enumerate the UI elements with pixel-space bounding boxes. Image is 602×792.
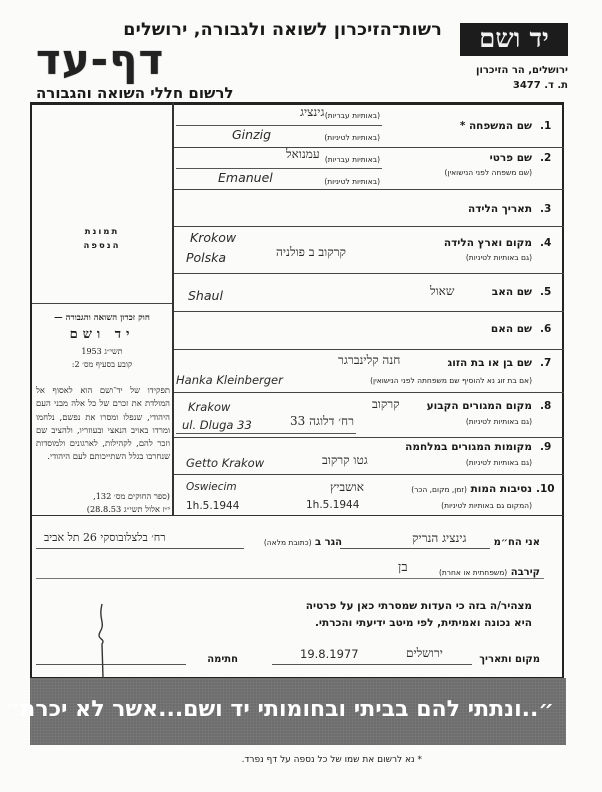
field-7-number: .7 [540, 357, 552, 369]
row-divider [174, 273, 564, 274]
field-4-sublabel: (גם באותיות לטיניות) [465, 253, 532, 262]
witness-line [340, 548, 490, 549]
field-2-sublabel: (שם משפחה לפני הנישואין) [444, 168, 532, 177]
law-title: חוק זכרון השואה והגבורה — [54, 313, 150, 323]
law-section: קובע בסעיף מס׳ 2: [71, 360, 133, 369]
law-body: תפקידו של יד־ושם הוא לאסוף אל המולדת את זכרם של כל אלה מבני העם היהודי, שנפלו ומסרו את נפשם, נלחמו ומרדו באויב הנאצי ובעוזריו, ולהציב שם וזכר להם, לקהילות, לארגונים ולמוסדות שנחרבו בגלל השתייכותם לעם היהודי. [36, 385, 170, 462]
field-8-value-latin-2[interactable]: ul. Dluga 33 [182, 418, 252, 432]
residing-label-text: הגר ב [315, 537, 342, 548]
row-divider [174, 189, 564, 190]
field-8-line [176, 433, 356, 434]
law-ref-line-1: (ספר החוקים מס׳ 132, [93, 491, 170, 501]
field-1-number: .1 [540, 120, 552, 132]
photo-label-2: הנספה [83, 241, 121, 251]
field-9-sublabel: (גם באותיות לטיניות) [465, 458, 532, 467]
residing-line [36, 548, 244, 549]
form-subtitle: לרשום חללי השואה והגבורה [36, 84, 234, 102]
row-divider [174, 226, 564, 227]
section-divider [32, 515, 564, 516]
statement-line-1: מצהיר/ה בזה כי העדות שמסרתי כאן על פרטיה [305, 600, 532, 612]
field-8-value-latin-1[interactable]: Krakow [188, 400, 231, 414]
law-name: יד ושם [69, 327, 135, 342]
law-ref-line-2: י״ז אלול תשי״ג 28.8.53) [86, 504, 170, 514]
field-2-hint-latin: (באותיות לטיניות) [324, 177, 380, 186]
photo-placeholder[interactable] [32, 225, 172, 253]
field-10-value-latin-2[interactable]: 1h.5.1944 [186, 500, 240, 512]
relation-note: (משפחתית או אחרת) [438, 568, 508, 577]
field-5-label: שם האב [491, 286, 532, 298]
column-divider [172, 102, 174, 515]
form-title: דף-עד [36, 35, 165, 84]
date-value[interactable]: 19.8.1977 [300, 647, 359, 661]
field-3-number: .3 [540, 203, 552, 215]
relation-value[interactable]: בן [398, 560, 408, 575]
field-7-value-hebrew[interactable]: חנה קלינברגר [338, 353, 401, 367]
signature-label: חתימה [207, 654, 238, 665]
yad-vashem-logo: יד ושם [460, 23, 568, 56]
banner-quote [0, 697, 554, 722]
field-6-number: .6 [540, 323, 552, 335]
photo-label-1: תמונת [84, 227, 120, 237]
address-continuation-line [36, 578, 544, 579]
field-4-value-latin-1[interactable]: Krokow [190, 230, 237, 245]
field-8-number: .8 [540, 400, 552, 412]
law-header [36, 312, 168, 371]
field-2-hint-hebrew: (באותיות עבריות) [324, 155, 380, 164]
field-10-value-hebrew-2[interactable]: 1h.5.1944 [306, 499, 360, 511]
row-divider [174, 311, 564, 312]
field-5-value-hebrew[interactable]: שאול [430, 284, 455, 298]
field-7-sublabel: (אם בת זוג נא להוסיף שם משפחתה לפני הנישואין) [370, 376, 532, 385]
field-2-label: שם פרטי [489, 152, 532, 164]
field-10-sublabel: (המקום גם באותיות לטיניות) [441, 501, 532, 510]
field-1-line [176, 125, 382, 126]
field-1-value-latin[interactable]: Ginzig [232, 127, 272, 142]
field-1-hint-latin: (באותיות לטיניות) [324, 133, 380, 142]
field-5-number: .5 [540, 286, 552, 298]
field-1-label: שם המשפחה * [459, 120, 532, 132]
field-2-line [176, 168, 382, 169]
field-10-label-text: נסיבות המות [470, 483, 532, 495]
field-2-value-latin[interactable]: Emanuel [218, 170, 273, 185]
field-9-value-latin[interactable]: Getto Krakow [186, 456, 265, 470]
field-8-sublabel: (גם באותיות לטיניות) [465, 417, 532, 426]
declaration-statement [300, 598, 532, 632]
field-10-number: .10 [536, 483, 555, 495]
field-4-value-latin-2[interactable]: Polska [186, 250, 227, 265]
field-2-number: .2 [540, 152, 552, 164]
witness-label: אני הח״מ [493, 537, 540, 548]
field-1-value-hebrew[interactable]: גינציג [300, 105, 325, 119]
residing-label [264, 537, 342, 548]
field-5-value-latin[interactable]: Shaul [188, 288, 223, 303]
field-7-label: שם בן או בת הזוג [447, 357, 532, 369]
relation-label-text: קירבה [510, 567, 540, 578]
field-4-value-hebrew[interactable]: קרקוב ב פולניה [276, 245, 346, 259]
organization-name: רשות־הזיכרון לשואה ולגבורה, ירושלים [123, 20, 442, 40]
relation-label [439, 567, 540, 578]
row-divider [174, 349, 564, 350]
photo-divider [32, 303, 172, 304]
field-4-number: .4 [540, 237, 552, 249]
field-8-value-hebrew-2[interactable]: רח׳ דלוגה 33 [290, 414, 354, 428]
signature-mark [92, 600, 116, 680]
field-8-value-hebrew-1[interactable]: קרקוב [372, 397, 400, 411]
row-divider [174, 474, 564, 475]
law-year: תשי״ג 1953 [81, 347, 123, 356]
row-divider [174, 392, 564, 393]
residing-note: (כתובת מלאה) [263, 538, 312, 547]
row-divider [174, 437, 564, 438]
field-10-value-hebrew-1[interactable]: אושביץ [330, 480, 364, 494]
field-9-label: מקומות המגורים במלחמה [405, 441, 532, 453]
field-9-value-hebrew[interactable]: גטו קרקוב [322, 453, 368, 467]
field-9-number: .9 [540, 441, 552, 453]
address [450, 63, 568, 93]
field-6-label: שם האם [490, 323, 532, 335]
field-10-label [411, 483, 532, 495]
field-10-label-note: (זמן, מקום, הכר) [411, 485, 467, 494]
banner-quote-text: ״..ונתתי להם בביתי ובחומותי יד ושם...אשר לא יכרת״ [4, 697, 554, 722]
witness-value[interactable]: גינציג הנריק [412, 531, 467, 545]
footnote: * נא לרשום את שמו של כל נספה על דף נפרד. [241, 755, 422, 765]
field-8-label: מקום המגורים הקבוע [426, 400, 532, 412]
address-line-1: ירושלים, הר הזיכרון [476, 65, 568, 76]
field-4-label: מקום וארץ הלידה [443, 237, 532, 249]
field-3-label: תאריך הלידה [468, 203, 532, 215]
quote-banner [4, 678, 566, 745]
residing-value[interactable]: רח׳ בלצלובוסקי 26 תל אביב [44, 531, 166, 544]
law-reference [36, 490, 170, 516]
address-line-2: ת. ד. 3477 [512, 80, 568, 91]
field-1-hint-hebrew: (באותיות עבריות) [324, 111, 380, 120]
place-date-label: מקום ותאריך [479, 654, 540, 665]
field-2-value-hebrew[interactable]: עמנואל [286, 147, 320, 161]
place-value[interactable]: ירושלים [406, 646, 443, 660]
row-divider [174, 147, 564, 148]
field-7-value-latin[interactable]: Hanka Kleinberger [176, 373, 283, 387]
place-date-line [272, 664, 472, 665]
field-10-value-latin-1[interactable]: Oswiecim [186, 481, 237, 493]
statement-line-2: היא נכונה ואמיתית, לפי מיטב ידיעתי והכרתי. [314, 617, 532, 629]
